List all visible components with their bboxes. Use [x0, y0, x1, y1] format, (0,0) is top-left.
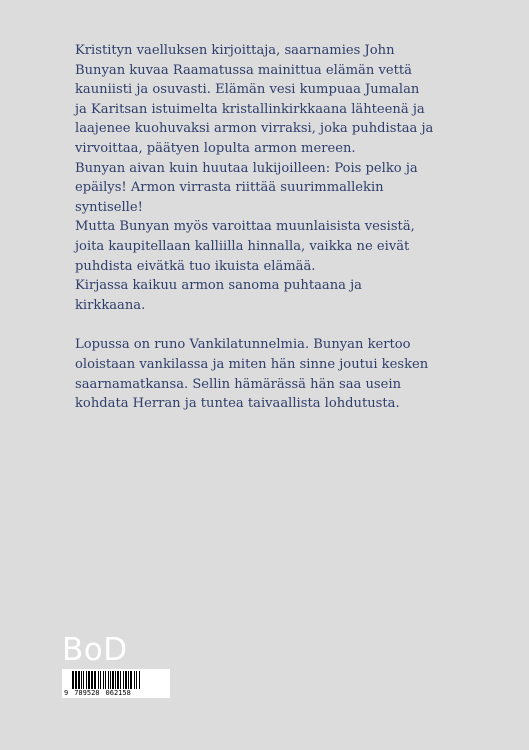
barcode-bar — [117, 671, 119, 689]
barcode-bar — [115, 671, 116, 689]
barcode-bar — [72, 671, 74, 689]
barcode-bar — [110, 671, 111, 689]
barcode-bar — [112, 671, 114, 689]
barcode-bar — [130, 671, 132, 689]
barcode-bar — [78, 671, 80, 689]
paragraph-exclamation: Bunyan aivan kuin huutaa lukijoilleen: Pois pelko ja epäilys! Armon virrasta riittää suurimmallekin syntiselle! — [75, 160, 418, 215]
barcode-bar — [75, 671, 77, 689]
barcode-bar — [100, 671, 101, 689]
barcode-bar — [88, 671, 90, 689]
publisher-logo: BoD — [62, 632, 128, 668]
isbn-barcode — [62, 669, 170, 698]
barcode-bar — [86, 671, 87, 689]
barcode-bar — [123, 671, 124, 689]
barcode-bar — [139, 671, 140, 689]
isbn-prefix: 9 — [64, 689, 69, 697]
barcode-bar — [91, 671, 93, 689]
paragraph-warning: Mutta Bunyan myös varoittaa muunlaisista vesistä, joita kaupitellaan kalliilla hinnalla, vaikka ne eivät puhdista eivätkä tuo ikuista elämää. — [75, 219, 415, 274]
isbn-group-2: 062158 — [105, 689, 131, 697]
paragraph-poem: Lopussa on runo Vankilatunnelmia. Bunyan kertoo oloistaan vankilassa ja miten hän sinne joutui kesken saarnamatkansa. Sellin hämärässä hän saa usein kohdata Herran ja tuntea taivaallista lohdutusta. — [75, 337, 429, 412]
barcode-bar — [103, 671, 104, 689]
paragraph-message: Kirjassa kaikuu armon sanoma puhtaana ja kirkkaana. — [75, 278, 362, 313]
barcode-bars — [62, 669, 170, 690]
back-cover-text — [75, 41, 495, 414]
barcode-bar — [81, 671, 82, 689]
barcode-bar — [108, 671, 109, 689]
barcode-bar — [128, 671, 129, 689]
barcode-bar — [98, 671, 99, 689]
isbn-number — [64, 689, 168, 697]
barcode-bar — [83, 671, 84, 689]
isbn-group-1: 789528 — [74, 689, 100, 697]
paragraph-intro: Kristityn vaelluksen kirjoittaja, saarnamies John Bunyan kuvaa Raamatussa mainittua elämän vettä kauniisti ja osuvasti. Elämän vesi kumpuaa Jumalan ja Karitsan istuimelta kristallinkirkkaana lähteenä ja laajenee kuohuvaksi armon virraksi, joka puhdistaa ja virvoittaa, päätyen lopulta armon mereen. — [75, 43, 434, 156]
barcode-bar — [120, 671, 121, 689]
barcode-bar — [105, 671, 106, 689]
barcode-bar — [136, 671, 137, 689]
paragraph-gap — [75, 315, 495, 335]
barcode-bar — [94, 671, 96, 689]
barcode-bar — [134, 671, 135, 689]
barcode-bar — [125, 671, 127, 689]
